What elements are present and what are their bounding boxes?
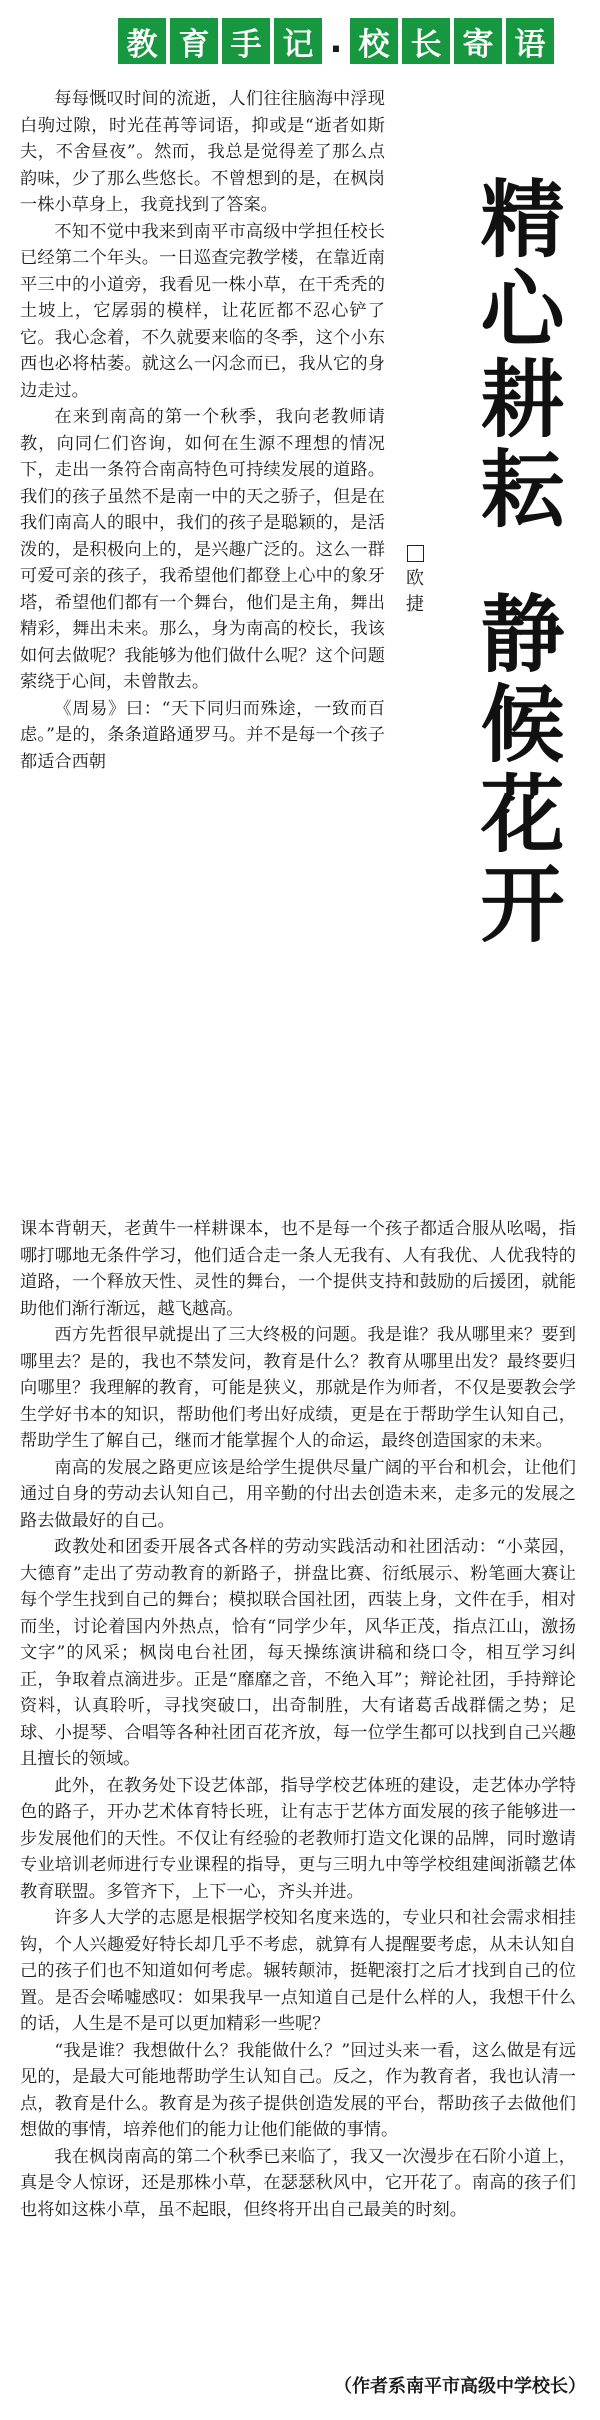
header-char: 寄: [454, 18, 502, 64]
article-title-line-2: 静候花开: [467, 590, 566, 950]
article-title-line-1: 精心耕耘: [467, 175, 566, 535]
column-header: [118, 16, 588, 66]
article-paragraph-narrow-part: 《周易》曰：“天下同归而殊途，一致而百虑。”是的，条条道路通罗马。并不是每一个孩子都适合西朝: [20, 698, 385, 772]
article-paragraph: 南高的发展之路更应该是给学生提供尽量广阔的平台和机会，让他们通过自身的劳动去认知自己，用辛勤的付出去创造未来，走多元的发展之路去做最好的自己。: [20, 1457, 576, 1531]
author-name: 欧捷: [406, 568, 424, 615]
article-paragraph: 在来到南高的第一个秋季，我向老教师请教，向同仁们咨询，如何在生源不理想的情况下，走出一条符合南高特色可持续发展的道路。我们的孩子虽然不是南一中的天之骄子，但是在我们南高人的眼中，我们的孩子是聪颖的，是活泼的，是积极向上的，是兴趣广泛的。这么一群可爱可亲的孩子，我希望他们都登上心中的象牙塔，希望他们都有一个舞台，他们是主角，舞出精彩，舞出未来。那么，身为南高的校长，我该如何去做呢？我能够为他们做什么呢？这个问题萦绕于心间，未曾散去。: [20, 407, 385, 692]
header-char: 语: [506, 18, 554, 64]
header-char: 育: [170, 18, 218, 64]
article-paragraph: “我是谁？我想做什么？我能做什么？”回过头来一看，这么做是有远见的，是最大可能地帮助学生认知自己。反之，作为教育者，我也认清一点，教育是什么。教育是为孩子提供创造发展的平台，帮助孩子去做他们想做的事情，培养他们的能力让他们能做的事情。: [20, 2040, 576, 2140]
article-paragraph-wide-part: 课本背朝天，老黄牛一样耕课本，也不是每一个孩子都适合服从吆喝，指哪打哪地无条件学习，他们适合走一条人无我有、人有我优、人优我特的道路，一个释放天性、灵性的舞台，一个提供支持和鼓励的后援团，就能助他们渐行渐远，越飞越高。: [20, 1219, 576, 1319]
header-char: 校: [350, 18, 398, 64]
header-char: 长: [402, 18, 450, 64]
article-paragraph: 每每慨叹时间的流逝，人们往往脑海中浮现白驹过隙，时光荏苒等词语，抑或是“逝者如斯夫，不舍昼夜”。然而，我总是觉得差了那么点韵味，少了那么些悠长。不曾想到的是，在枫岗一株小草身上，我竟找到了答案。: [20, 89, 385, 215]
header-separator: .: [329, 21, 343, 61]
header-char: 手: [222, 18, 270, 64]
article-paragraph: 许多人大学的志愿是根据学校知名度来选的，专业只和社会需求相挂钩，个人兴趣爱好特长却几乎不考虑，就算有人提醒要考虑，从未认知自己的孩子们也不知道如何考虑。辗转颠沛，挺靶滚打之后才找到自己的位置。是否会唏嘘感叹：如果我早一点知道自己是什么样的人，我想干什么的话，人生是不是可以更加精彩一些呢？: [20, 1908, 576, 2034]
article-paragraph: 此外，在教务处下设艺体部，指导学校艺体班的建设，走艺体办学特色的路子，开办艺术体育特长班，让有志于艺体方面发展的孩子能够进一步发展他们的天性。不仅让有经验的老教师打造文化课的品牌，同时邀请专业培训老师进行专业课程的指导，更与三明九中等学校组建闽浙赣艺体教育联盟。多管齐下，上下一心，齐头并进。: [20, 1775, 576, 1902]
byline-square-icon: [407, 545, 424, 562]
header-char: 教: [118, 18, 166, 64]
header-char: 记: [274, 18, 322, 64]
article-body-column: [20, 86, 385, 775]
author-note: （作者系南平市高级中学校长）: [334, 2376, 586, 2397]
article-paragraph: 西方先哲很早就提出了三大终极的问题。我是谁？我从哪里来？要到哪里去？是的，我也不禁发问，教育是什么？教育从哪里出发？最终要归向哪里？我理解的教育，可能是狭义，那就是作为师者，不仅是要教会学生学好书本的知识，帮助他们考出好成绩，更是在于帮助学生认知自己，帮助学生了解自己，继而才能掌握个人的命运，最终创造国家的未来。: [20, 1325, 576, 1451]
author-byline: [401, 545, 429, 618]
article-paragraph: 不知不觉中我来到南平市高级中学担任校长已经第二个年头。一日巡查完教学楼，在靠近南平三中的小道旁，我看见一株小草，在干秃秃的土坡上，它孱弱的模样，让花匠都不忍心铲了它。我心念着，不久就要来临的冬季，这个小东西也必将枯萎。就这么一闪念而已，我从它的身边走过。: [20, 221, 385, 401]
article-paragraph: 政教处和团委开展各式各样的劳动实践活动和社团活动：“小菜园，大德育”走出了劳动教育的新路子，拼盘比赛、衍纸展示、粉笔画大赛让每个学生找到自己的舞台；模拟联合国社团，西装上身，文件在手，相对而坐，讨论着国内外热点，恰有“同学少年，风华正茂，指点江山，激扬文字”的风采；枫岗电台社团，每天操练演讲稿和绕口令，相互学习纠正，争取着点滴进步。正是“靡靡之音，不绝入耳”；辩论社团，手持辩论资料，认真聆听，寻找突破口，出奇制胜，大有诸葛舌战群儒之势；足球、小提琴、合唱等各种社团百花齐放，每一位学生都可以找到自己兴趣且擅长的领域。: [20, 1537, 576, 1769]
article-paragraph: 我在枫岗南高的第二个秋季已来临了，我又一次漫步在石阶小道上，真是令人惊讶，还是那株小草，在瑟瑟秋风中，它开花了。南高的孩子们也将如这株小草，虽不起眼，但终将开出自己最美的时刻。: [20, 2146, 576, 2220]
article-body-full: [20, 1216, 576, 2223]
